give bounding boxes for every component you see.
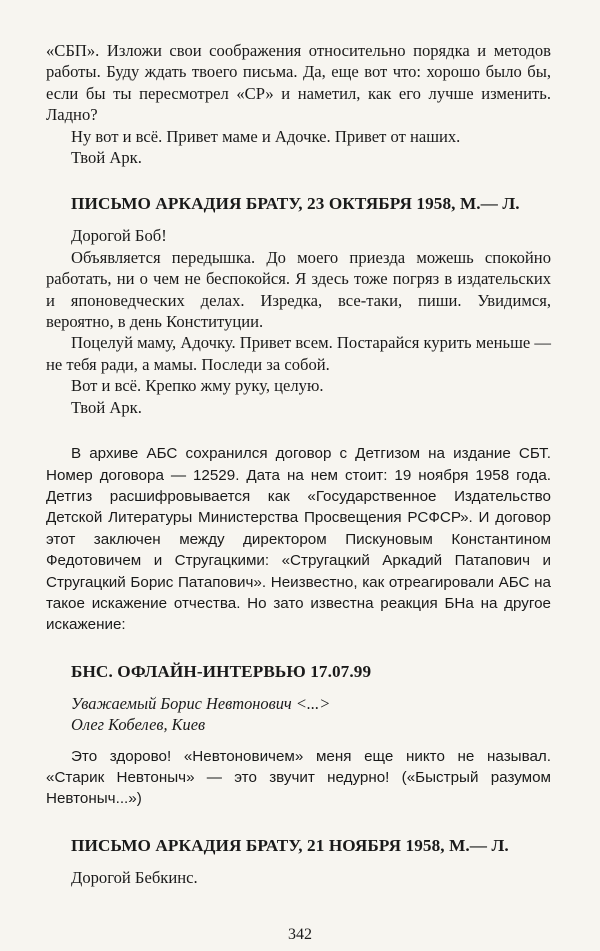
interview-question: Уважаемый Борис Невтонович <...> (71, 693, 331, 713)
page-body (46, 40, 551, 888)
section-heading: БНС. ОФЛАЙН-ИНТЕРВЬЮ 17.07.99 (71, 661, 372, 681)
interview-author: Олег Кобелев, Киев (71, 715, 206, 735)
section-heading: ПИСЬМО АРКАДИЯ БРАТУ, 23 ОКТЯБРЯ 1958, М.— Л. (71, 194, 520, 214)
letter-paragraph: Ну вот и всё. Привет маме и Адочке. Привет от наших. (71, 126, 461, 146)
letter-paragraph: Объявляется передышка. До моего приезда можешь спокойно работать, ни о чем не беспокойся. Я здесь тоже погряз в издательских и японоведческих делах. Изредка, все-таки, пиши. Увидимся, вероятно, в день Конституции. (46, 247, 551, 332)
letter-section-2 (71, 835, 551, 888)
commentary-text: В архиве АБС сохранился договор с Детгизом на издание СБТ. Номер договора — 12529. Дата на нем стоит: 19 ноября 1958 года. Детгиз расшифровывается как «Государственное Издательство Детской Литературы Министерства Просвещения РСФСР». И договор этот заключен между директором Пискуновым Константином Федотовичем и Стругацкими: «Стругацкий Аркадий Патапович и Стругацкий Борис Патапович». Неизвестно, как отреагировали АБС на такое искажение отчества. Но зато известна реакция БНа на другое искажение: (46, 445, 551, 634)
page-number: 342 (288, 926, 312, 943)
letter-paragraph: Вот и всё. Крепко жму руку, целую. (71, 376, 324, 396)
interview-section (46, 661, 551, 810)
commentary-section (46, 443, 551, 636)
letter-section-1 (46, 193, 551, 418)
letter-signature: Твой Арк. (71, 148, 142, 168)
letter-greeting: Дорогой Бебкинс. (71, 867, 198, 887)
interview-answer: Это здорово! «Невтоновичем» меня еще никто не называл. «Старик Невтоныч» — это звучит недурно! («Быстрый разумом Невтоныч...») (46, 747, 551, 808)
letter-greeting: Дорогой Боб! (71, 226, 167, 246)
letter-paragraph: Поцелуй маму, Адочку. Привет всем. Постарайся курить меньше — не тебя ради, а мамы. Последи за собой. (46, 333, 551, 374)
letter-paragraph: «СБП». Изложи свои соображения относительно порядка и методов работы. Буду ждать твоего письма. Да, еще вот что: хорошо было бы, если бы ты пересмотрел «СР» и наметил, как его лучше изменить. Ладно? (46, 41, 551, 125)
letter-continuation (46, 40, 551, 168)
letter-signature: Твой Арк. (71, 397, 142, 417)
section-heading: ПИСЬМО АРКАДИЯ БРАТУ, 21 НОЯБРЯ 1958, М.— Л. (71, 835, 509, 855)
